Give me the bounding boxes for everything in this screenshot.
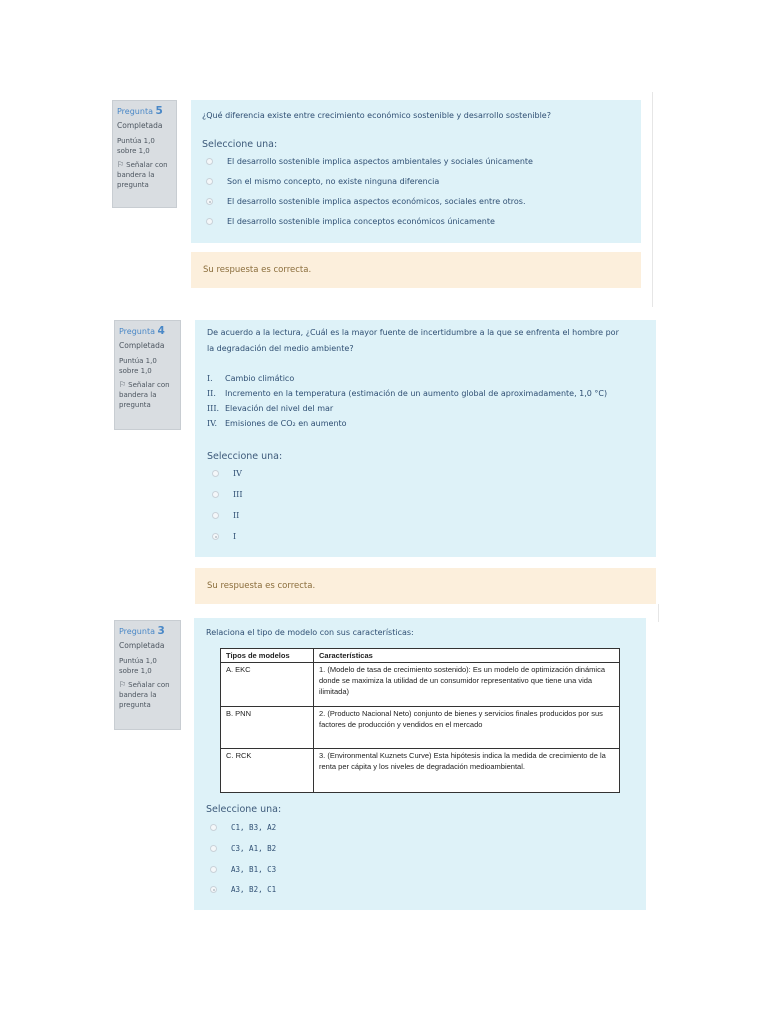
answer-option[interactable]: II [212,511,239,520]
table-cell: A. EKC [221,663,314,707]
content-divider [658,604,659,622]
radio-button[interactable] [210,845,217,852]
flag-question-link[interactable]: ⚐ Señalar con bandera la pregunta [119,380,170,409]
question-box-5 [191,100,641,243]
table-cell: 3. (Environmental Kuznets Curve) Esta hipótesis indica la medida de crecimiento de la renta per cápita y los niveles de degradación medioambiental. [314,749,620,793]
question-grade: Puntúa 1,0 sobre 1,0 [119,357,157,375]
flag-question-link[interactable]: ⚐ Señalar con bandera la pregunta [119,680,170,709]
question-box-4 [195,320,656,557]
table-row [221,663,620,707]
radio-button[interactable] [210,824,217,831]
question-state: Completada [117,121,163,130]
question-text: Relaciona el tipo de modelo con sus características: [206,628,414,637]
question-info-3 [114,620,181,730]
answer-option[interactable]: El desarrollo sostenible implica conceptos económicos únicamente [206,217,495,226]
table-row [221,749,620,793]
radio-button-selected[interactable] [212,533,219,540]
statement-item: I. Cambio climático [207,374,295,383]
table-header-row [221,649,620,663]
answer-option[interactable]: A3, B1, C3 [210,865,276,874]
answer-option-selected[interactable]: I [212,532,236,541]
answer-option-selected[interactable]: A3, B2, C1 [210,885,276,894]
radio-button[interactable] [212,470,219,477]
table-cell: 1. (Modelo de tasa de crecimiento sostenido): Es un modelo de optimización dinámica donde se maximiza la utilidad de un consumidor representativo que tiene una vida ilimitada) [314,663,620,707]
flag-icon: ⚐ [119,680,127,689]
select-prompt: Seleccione una: [206,804,282,815]
table-row [221,707,620,749]
table-cell: C. RCK [221,749,314,793]
question-number: Pregunta 5 [117,105,163,117]
answer-option[interactable]: C3, A1, B2 [210,844,276,853]
select-prompt: Seleccione una: [207,451,283,462]
answer-option[interactable]: III [212,490,242,499]
question-grade: Puntúa 1,0 sobre 1,0 [119,657,157,675]
table-cell: B. PNN [221,707,314,749]
radio-button[interactable] [206,218,213,225]
models-table [220,648,620,793]
question-number: Pregunta 3 [119,625,165,637]
feedback-correct: Su respuesta es correcta. [191,252,641,288]
question-state: Completada [119,341,165,350]
question-text-line-2: la degradación del medio ambiente? [207,344,354,353]
question-text-line-1: De acuerdo a la lectura, ¿Cuál es la mayor fuente de incertidumbre a la que se enfrenta el hombre por [207,328,619,337]
answer-option[interactable]: Son el mismo concepto, no existe ninguna diferencia [206,177,439,186]
question-state: Completada [119,641,165,650]
statement-item: III. Elevación del nivel del mar [207,404,334,413]
statement-list [207,371,607,431]
question-box-3 [194,618,646,910]
flag-icon: ⚐ [119,380,127,389]
radio-button-selected[interactable] [210,886,217,893]
flag-icon: ⚐ [117,160,125,169]
radio-button[interactable] [210,866,217,873]
statement-item: II. Incremento en la temperatura (estimación de un aumento global de aproximadamente, 1,0 °C) [207,389,608,398]
answer-option-selected[interactable]: El desarrollo sostenible implica aspectos económicos, sociales entre otros. [206,197,526,206]
flag-question-link[interactable]: ⚐ Señalar con bandera la pregunta [117,160,168,189]
question-info-4 [114,320,181,430]
table-cell: 2. (Producto Nacional Neto) conjunto de bienes y servicios finales producidos por sus factores de producción y vendidos en el mercado [314,707,620,749]
radio-button[interactable] [212,491,219,498]
statement-item: IV. Emisiones de CO₂ en aumento [207,419,347,428]
column-header: Tipos de modelos [221,649,314,663]
question-text: ¿Qué diferencia existe entre crecimiento económico sostenible y desarrollo sostenible? [202,111,551,120]
question-grade: Puntúa 1,0 sobre 1,0 [117,137,155,155]
answer-option[interactable]: El desarrollo sostenible implica aspectos ambientales y sociales únicamente [206,157,533,166]
question-number: Pregunta 4 [119,325,165,337]
answer-option[interactable]: C1, B3, A2 [210,823,276,832]
radio-button[interactable] [212,512,219,519]
column-header: Características [314,649,620,663]
answer-option[interactable]: IV [212,469,242,478]
content-divider [652,92,653,307]
question-info-5 [112,100,177,208]
feedback-correct: Su respuesta es correcta. [195,568,656,604]
select-prompt: Seleccione una: [202,139,278,150]
radio-button-selected[interactable] [206,198,213,205]
radio-button[interactable] [206,178,213,185]
radio-button[interactable] [206,158,213,165]
